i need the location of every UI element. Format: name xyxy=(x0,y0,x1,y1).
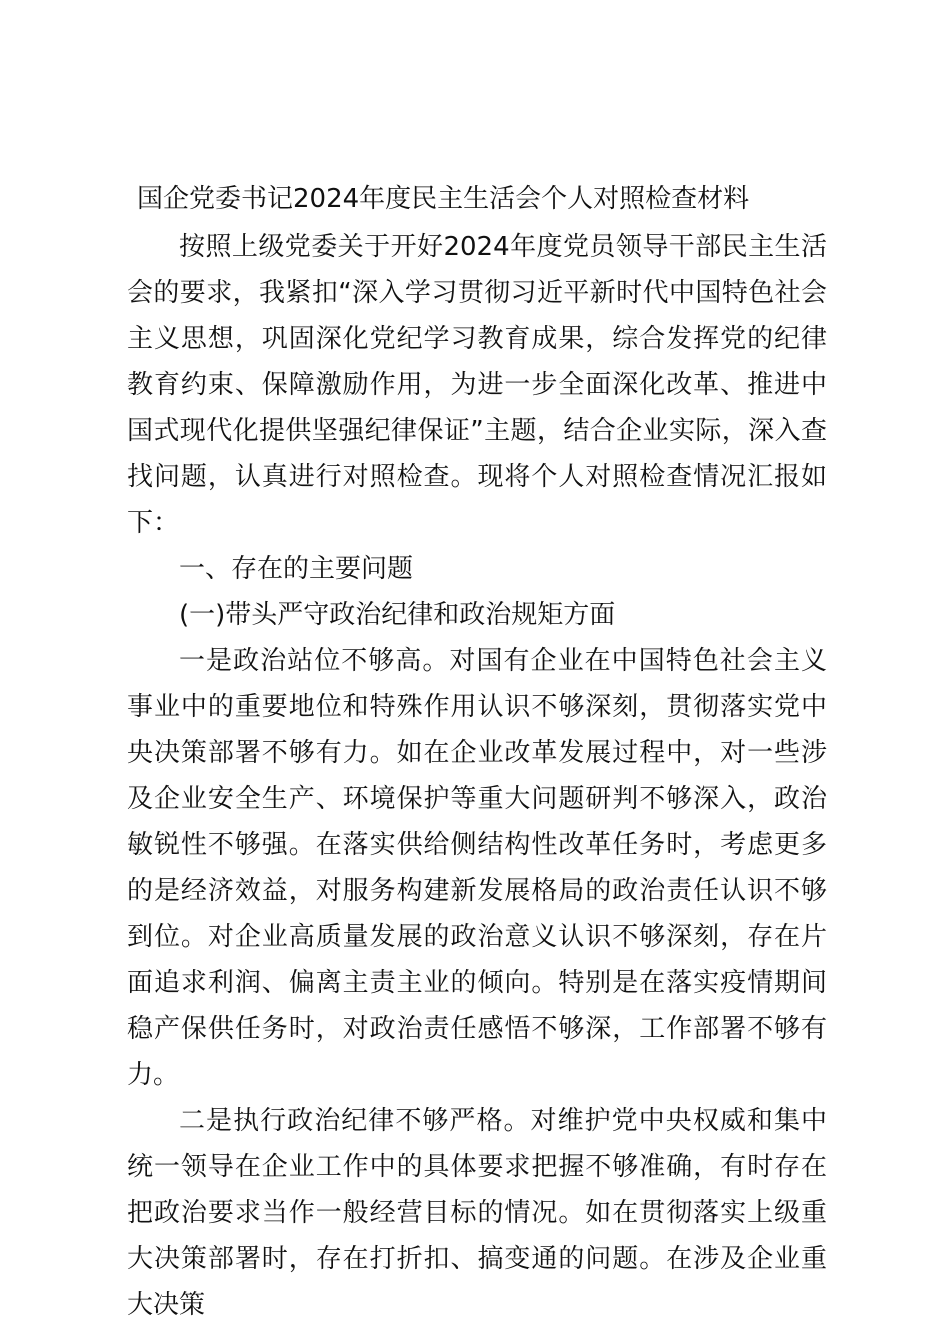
intro-paragraph: 按照上级党委关于开好2024年度党员领导干部民主生活会的要求，我紧扣“深入学习贯彻习近平新时代中国特色社会主义思想，巩固深化党纪学习教育成果，综合发挥党的纪律教育约束、保障激励作用，为进一步全面深化改革、推进中国式现代化提供坚强纪律保证”主题，结合企业实际，深入查找问题，认真进行对照检查。现将个人对照检查情况汇报如下： xyxy=(127,232,827,538)
document-title: 国企党委书记2024年度民主生活会个人对照检查材料 xyxy=(137,184,750,214)
document-body xyxy=(127,176,827,1328)
section-heading: 一、存在的主要问题 xyxy=(179,554,414,584)
body-paragraph-1: 一是政治站位不够高。对国有企业在中国特色社会主义事业中的重要地位和特殊作用认识不够深刻，贯彻落实党中央决策部署不够有力。如在企业改革发展过程中，对一些涉及企业安全生产、环境保护等重大问题研判不够深入，政治敏锐性不够强。在落实供给侧结构性改革任务时，考虑更多的是经济效益，对服务构建新发展格局的政治责任认识不够到位。对企业高质量发展的政治意义认识不够深刻，存在片面追求利润、偏离主责主业的倾向。特别是在落实疫情期间稳产保供任务时，对政治责任感悟不够深，工作部署不够有力。 xyxy=(127,646,827,1090)
body-paragraph-2: 二是执行政治纪律不够严格。对维护党中央权威和集中统一领导在企业工作中的具体要求把握不够准确，有时存在把政治要求当作一般经营目标的情况。如在贯彻落实上级重大决策部署时，存在打折扣、搞变通的问题。在涉及企业重大决策 xyxy=(127,1106,827,1320)
subsection-heading: (一)带头严守政治纪律和政治规矩方面 xyxy=(179,600,616,630)
